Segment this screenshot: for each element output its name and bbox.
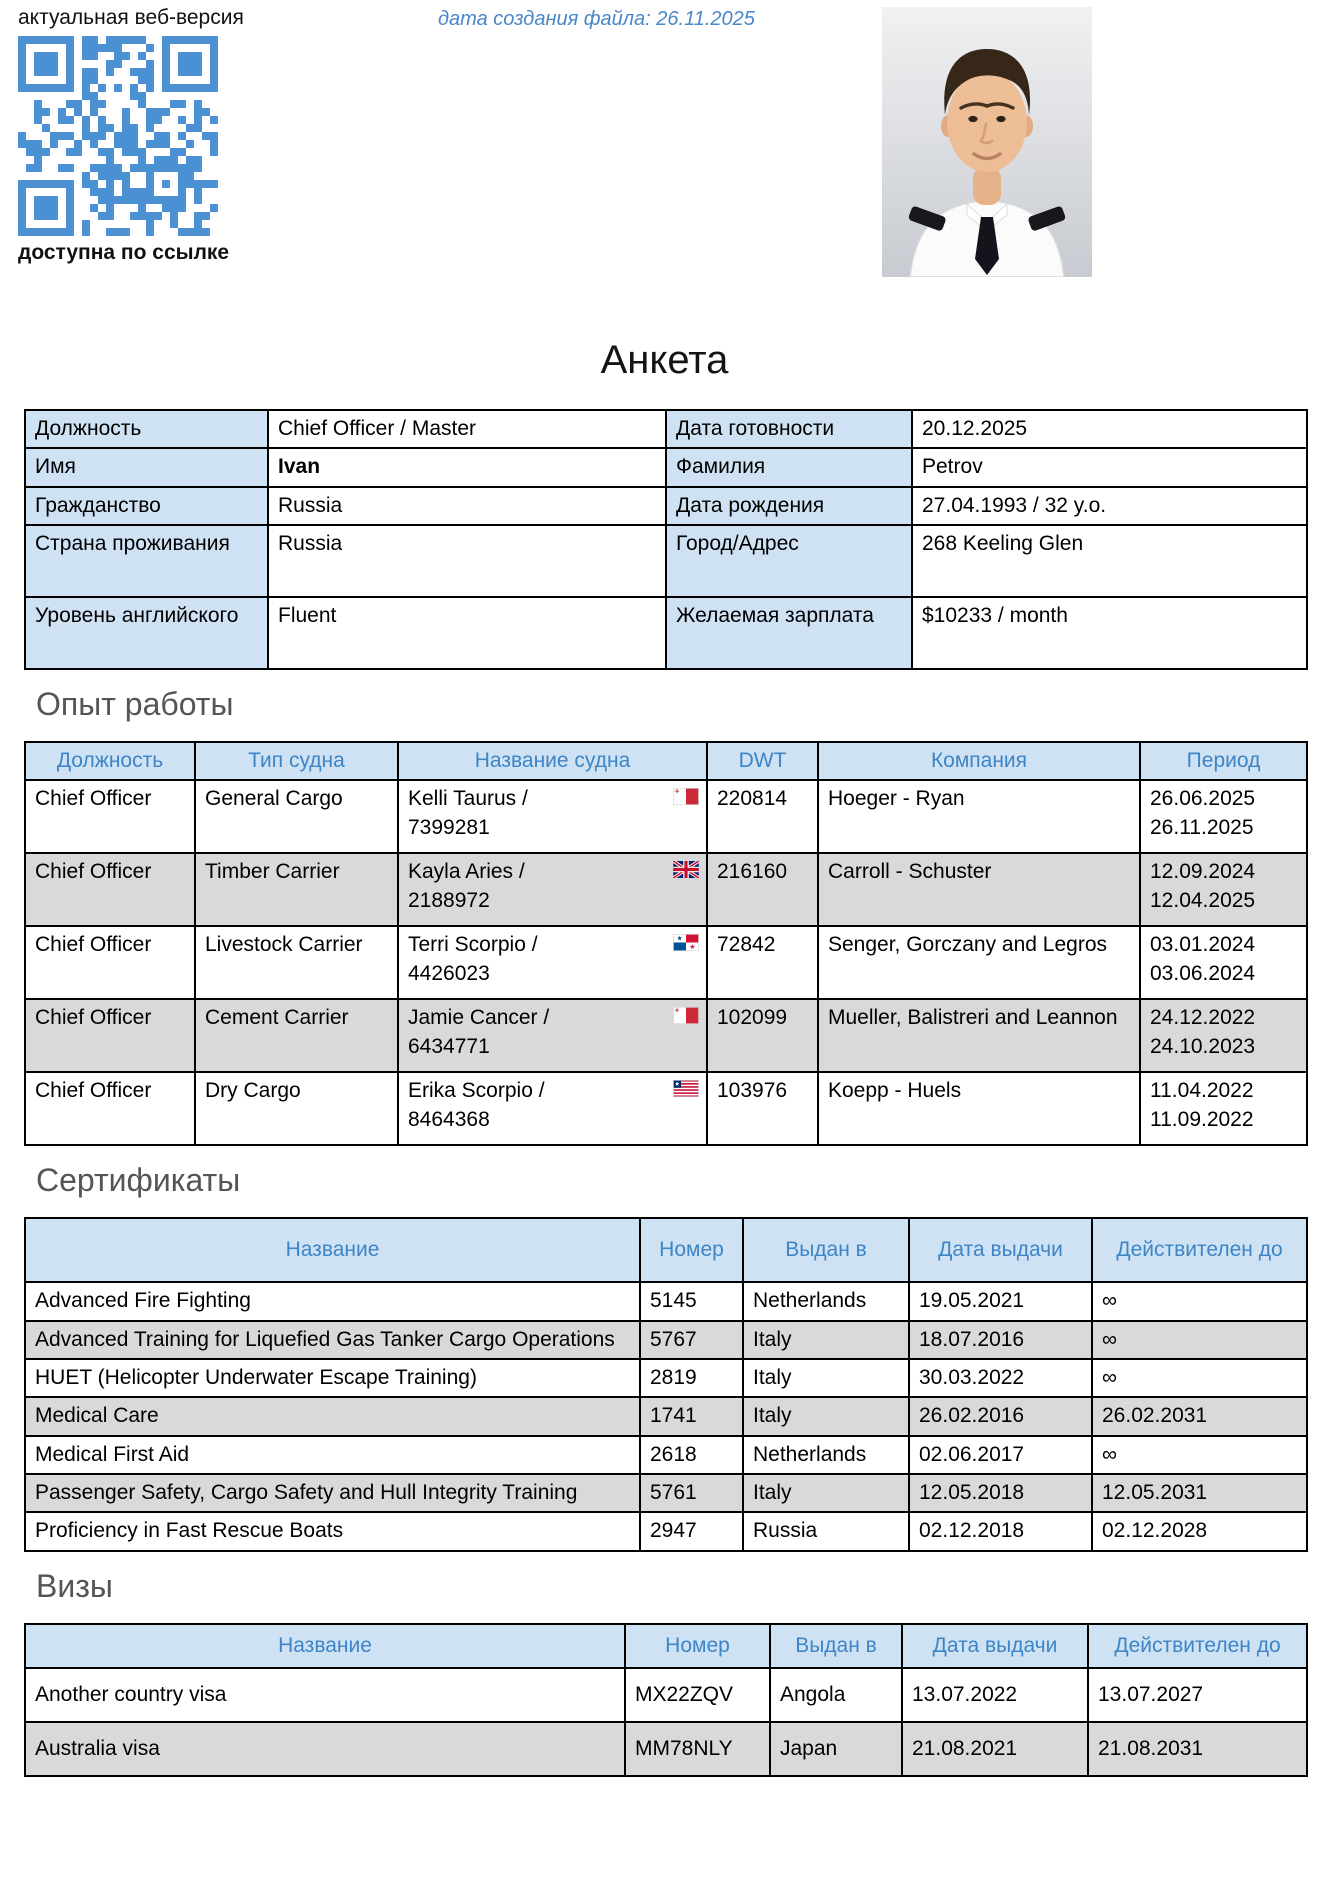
period-from: 03.01.2024 [1150, 933, 1256, 957]
visa-row [25, 1668, 1307, 1722]
period-cell [1140, 999, 1307, 1072]
field-label-citizenship: Гражданство [25, 487, 268, 525]
position-cell: Chief Officer [25, 926, 195, 999]
visa-valid-until-cell: 13.07.2027 [1088, 1668, 1307, 1722]
personal-row [25, 525, 1307, 597]
visa-name-cell: Australia visa [25, 1722, 625, 1776]
col-header-cert-number: Номер [640, 1218, 743, 1282]
vessel-imo-number: 8464368 [408, 1107, 490, 1131]
vessel-imo-number: 6434771 [408, 1034, 490, 1058]
field-value-readiness-date: 20.12.2025 [912, 410, 1307, 448]
vessel-name: Kelli Taurus / [408, 787, 528, 811]
visa-number-cell: MM78NLY [625, 1722, 770, 1776]
file-creation-date: дата создания файла: 26.11.2025 [438, 8, 755, 30]
period-to: 26.11.2025 [1150, 815, 1254, 839]
col-header-visa-issue-date: Дата выдачи [902, 1624, 1088, 1668]
certificates-header-row [25, 1218, 1307, 1282]
field-value-first-name: Ivan [268, 448, 666, 486]
vessel-imo-number: 7399281 [408, 815, 490, 839]
field-label-position: Должность [25, 410, 268, 448]
field-label-readiness-date: Дата готовности [666, 410, 912, 448]
experience-row [25, 1072, 1307, 1145]
certificate-row [25, 1397, 1307, 1435]
qr-code-web-version[interactable] [18, 36, 218, 236]
col-header-company: Компания [818, 742, 1140, 780]
cert-issued-in-cell: Italy [743, 1397, 909, 1435]
period-to: 24.10.2023 [1150, 1034, 1256, 1058]
cert-name-cell: Advanced Training for Liquefied Gas Tanker Cargo Operations [25, 1321, 640, 1359]
cert-issued-in-cell: Italy [743, 1474, 909, 1512]
col-header-visa-issued-in: Выдан в [770, 1624, 902, 1668]
vessel-flag-icon-malta [673, 788, 699, 805]
cert-issue-date-cell: 12.05.2018 [909, 1474, 1092, 1512]
col-header-visa-name: Название [25, 1624, 625, 1668]
cert-number-cell: 5145 [640, 1282, 743, 1320]
dwt-cell: 102099 [707, 999, 818, 1072]
cert-valid-until-cell: ∞ [1092, 1282, 1307, 1320]
visa-issued-in-cell: Angola [770, 1668, 902, 1722]
dwt-cell: 72842 [707, 926, 818, 999]
vessel-type-cell: Cement Carrier [195, 999, 398, 1072]
section-title-experience: Опыт работы [36, 686, 234, 723]
experience-row [25, 999, 1307, 1072]
vessel-flag-icon-panama [673, 934, 699, 951]
vessel-name-cell [398, 1072, 707, 1145]
experience-table [24, 741, 1308, 1146]
period-to: 11.09.2022 [1150, 1107, 1254, 1131]
col-header-cert-issued-in: Выдан в [743, 1218, 909, 1282]
page-header [0, 0, 1329, 282]
portrait-image [882, 7, 1092, 277]
vessel-imo-number: 4426023 [408, 961, 490, 985]
vessel-name: Jamie Cancer / [408, 1006, 550, 1030]
field-value-birth-date: 27.04.1993 / 32 y.o. [912, 487, 1307, 525]
cert-name-cell: Passenger Safety, Cargo Safety and Hull Integrity Training [25, 1474, 640, 1512]
certificate-row [25, 1282, 1307, 1320]
vessel-name: Terri Scorpio / [408, 933, 538, 957]
field-value-english-level: Fluent [268, 597, 666, 669]
company-cell: Carroll - Schuster [818, 853, 1140, 926]
vessel-name-cell [398, 853, 707, 926]
cert-valid-until-cell: ∞ [1092, 1359, 1307, 1397]
period-from: 11.04.2022 [1150, 1079, 1254, 1103]
cert-issue-date-cell: 19.05.2021 [909, 1282, 1092, 1320]
experience-row [25, 853, 1307, 926]
field-label-birth-date: Дата рождения [666, 487, 912, 525]
qr-caption-bottom: доступна по ссылке [18, 241, 230, 264]
cert-issued-in-cell: Italy [743, 1359, 909, 1397]
cert-valid-until-cell: ∞ [1092, 1321, 1307, 1359]
cert-issue-date-cell: 18.07.2016 [909, 1321, 1092, 1359]
vessel-imo-number: 2188972 [408, 888, 490, 912]
cert-valid-until-cell: 12.05.2031 [1092, 1474, 1307, 1512]
visas-header-row [25, 1624, 1307, 1668]
period-cell [1140, 1072, 1307, 1145]
cert-name-cell: Advanced Fire Fighting [25, 1282, 640, 1320]
dwt-cell: 220814 [707, 780, 818, 853]
certificate-row [25, 1474, 1307, 1512]
cert-number-cell: 2819 [640, 1359, 743, 1397]
vessel-name: Erika Scorpio / [408, 1079, 545, 1103]
experience-row [25, 926, 1307, 999]
cert-issue-date-cell: 26.02.2016 [909, 1397, 1092, 1435]
page-title: Анкета [600, 338, 729, 382]
certificate-row [25, 1512, 1307, 1550]
dwt-cell: 103976 [707, 1072, 818, 1145]
period-cell [1140, 853, 1307, 926]
personal-row [25, 487, 1307, 525]
visa-issued-in-cell: Japan [770, 1722, 902, 1776]
vessel-flag-icon-uk [673, 861, 699, 878]
visa-row [25, 1722, 1307, 1776]
field-value-city-address: 268 Keeling Glen [912, 525, 1307, 597]
field-value-position: Chief Officer / Master [268, 410, 666, 448]
field-label-last-name: Фамилия [666, 448, 912, 486]
cert-number-cell: 2618 [640, 1436, 743, 1474]
position-cell: Chief Officer [25, 999, 195, 1072]
cert-valid-until-cell: 02.12.2028 [1092, 1512, 1307, 1550]
cert-valid-until-cell: 26.02.2031 [1092, 1397, 1307, 1435]
col-header-vessel-name: Название судна [398, 742, 707, 780]
cert-number-cell: 5767 [640, 1321, 743, 1359]
cert-issue-date-cell: 02.06.2017 [909, 1436, 1092, 1474]
col-header-visa-valid-until: Действителен до [1088, 1624, 1307, 1668]
company-cell: Hoeger - Ryan [818, 780, 1140, 853]
qr-caption-top: актуальная веб-версия [18, 6, 244, 29]
company-cell: Senger, Gorczany and Legros [818, 926, 1140, 999]
cert-name-cell: Medical Care [25, 1397, 640, 1435]
field-value-desired-salary: $10233 / month [912, 597, 1307, 669]
cert-issued-in-cell: Russia [743, 1512, 909, 1550]
cert-issued-in-cell: Netherlands [743, 1436, 909, 1474]
field-value-last-name: Petrov [912, 448, 1307, 486]
visa-number-cell: MX22ZQV [625, 1668, 770, 1722]
col-header-vessel-type: Тип судна [195, 742, 398, 780]
cert-name-cell: Medical First Aid [25, 1436, 640, 1474]
period-from: 26.06.2025 [1150, 787, 1256, 811]
certificate-row [25, 1321, 1307, 1359]
cert-name-cell: HUET (Helicopter Underwater Escape Training) [25, 1359, 640, 1397]
certificate-row [25, 1359, 1307, 1397]
field-value-citizenship: Russia [268, 487, 666, 525]
certificates-table [24, 1217, 1308, 1551]
vessel-name: Kayla Aries / [408, 860, 525, 884]
vessel-type-cell: Dry Cargo [195, 1072, 398, 1145]
vessel-name-cell [398, 780, 707, 853]
applicant-photo [882, 7, 1092, 277]
cert-issued-in-cell: Italy [743, 1321, 909, 1359]
personal-row [25, 597, 1307, 669]
certificate-row [25, 1436, 1307, 1474]
col-header-cert-name: Название [25, 1218, 640, 1282]
period-from: 12.09.2024 [1150, 860, 1256, 884]
field-label-english-level: Уровень английского [25, 597, 268, 669]
visas-table [24, 1623, 1308, 1777]
field-label-residence-country: Страна проживания [25, 525, 268, 597]
cert-issue-date-cell: 30.03.2022 [909, 1359, 1092, 1397]
field-label-first-name: Имя [25, 448, 268, 486]
visa-valid-until-cell: 21.08.2031 [1088, 1722, 1307, 1776]
period-cell [1140, 780, 1307, 853]
visa-issue-date-cell: 21.08.2021 [902, 1722, 1088, 1776]
cert-number-cell: 1741 [640, 1397, 743, 1435]
position-cell: Chief Officer [25, 853, 195, 926]
period-to: 03.06.2024 [1150, 961, 1256, 985]
field-label-desired-salary: Желаемая зарплата [666, 597, 912, 669]
section-title-visas: Визы [36, 1567, 113, 1604]
cert-name-cell: Proficiency in Fast Rescue Boats [25, 1512, 640, 1550]
visa-name-cell: Another country visa [25, 1668, 625, 1722]
vessel-flag-icon-malta [673, 1007, 699, 1024]
company-cell: Koepp - Huels [818, 1072, 1140, 1145]
personal-info-table [24, 409, 1308, 670]
personal-row [25, 448, 1307, 486]
cert-valid-until-cell: ∞ [1092, 1436, 1307, 1474]
vessel-type-cell: Timber Carrier [195, 853, 398, 926]
col-header-dwt: DWT [707, 742, 818, 780]
period-to: 12.04.2025 [1150, 888, 1256, 912]
col-header-cert-issue-date: Дата выдачи [909, 1218, 1092, 1282]
cert-issued-in-cell: Netherlands [743, 1282, 909, 1320]
cert-number-cell: 2947 [640, 1512, 743, 1550]
period-cell [1140, 926, 1307, 999]
field-value-residence-country: Russia [268, 525, 666, 597]
period-from: 24.12.2022 [1150, 1006, 1256, 1030]
vessel-flag-icon-liberia [673, 1080, 699, 1097]
company-cell: Mueller, Balistreri and Leannon [818, 999, 1140, 1072]
cert-issue-date-cell: 02.12.2018 [909, 1512, 1092, 1550]
personal-row [25, 410, 1307, 448]
position-cell: Chief Officer [25, 1072, 195, 1145]
visa-issue-date-cell: 13.07.2022 [902, 1668, 1088, 1722]
vessel-type-cell: Livestock Carrier [195, 926, 398, 999]
experience-header-row [25, 742, 1307, 780]
col-header-period: Период [1140, 742, 1307, 780]
vessel-name-cell [398, 999, 707, 1072]
col-header-position: Должность [25, 742, 195, 780]
vessel-type-cell: General Cargo [195, 780, 398, 853]
dwt-cell: 216160 [707, 853, 818, 926]
field-label-city-address: Город/Адрес [666, 525, 912, 597]
col-header-visa-number: Номер [625, 1624, 770, 1668]
cert-number-cell: 5761 [640, 1474, 743, 1512]
col-header-cert-valid-until: Действителен до [1092, 1218, 1307, 1282]
experience-row [25, 780, 1307, 853]
position-cell: Chief Officer [25, 780, 195, 853]
vessel-name-cell [398, 926, 707, 999]
section-title-certificates: Сертификаты [36, 1162, 241, 1199]
